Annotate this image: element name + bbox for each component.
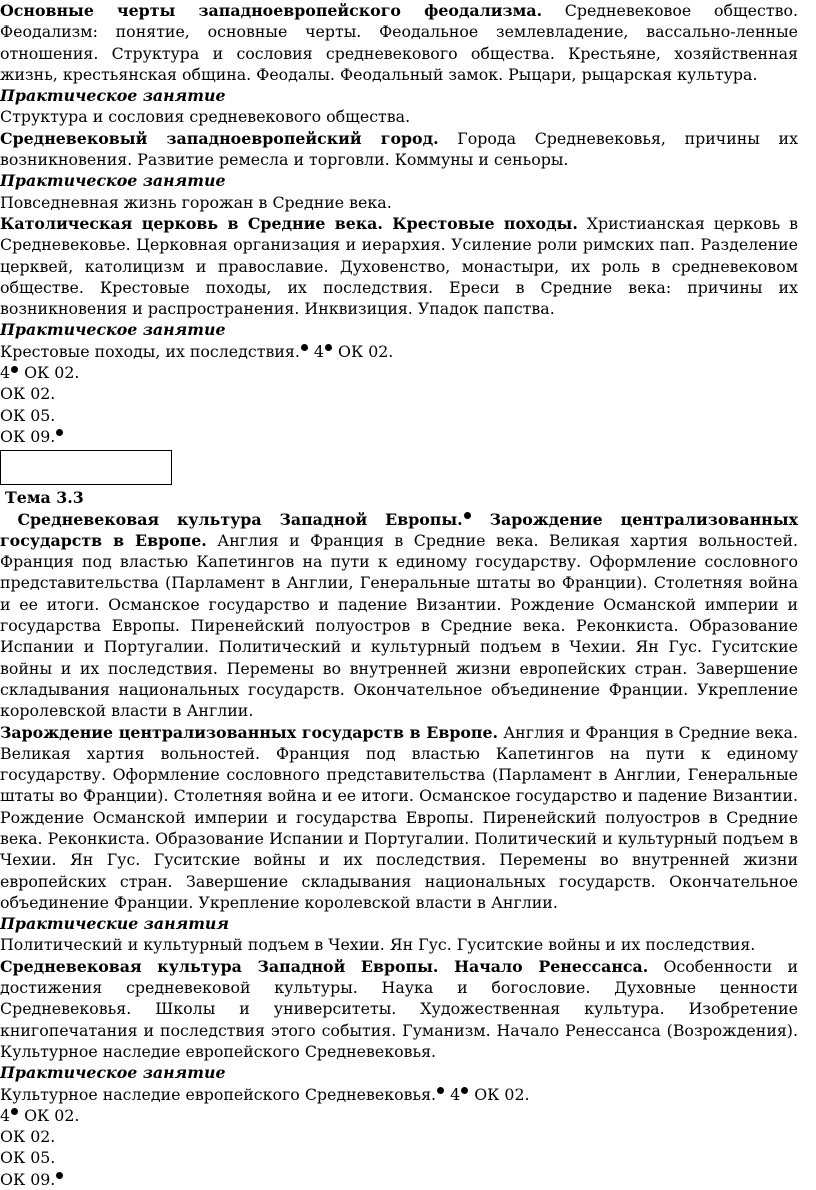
competency-line: 4 ОК 02. xyxy=(0,363,80,383)
section-catholic-church xyxy=(0,213,798,319)
section-text: Особенности и достижения средневековой культуры. Наука и богословие. Духовные ценности Средневековья. Школы и университеты. Художественная культура. Изобретение книгопечатания и последствия этого события. Гуманизм. Начало Ренессанса (Возрождения). Культурное наследие европейского Средневековья. xyxy=(0,956,798,1061)
section-feudalism xyxy=(0,0,798,85)
section-medieval-city xyxy=(0,128,798,171)
practice-label: Практические занятия xyxy=(0,914,229,934)
topic-subtitle: Зарождение централизованных государств в Европе. xyxy=(0,509,798,550)
practice-label: Практическое занятие xyxy=(0,171,226,191)
bullet-icon xyxy=(464,512,471,519)
competency-line: ОК 09. xyxy=(0,426,798,447)
practice-label: Практическое занятие xyxy=(0,86,226,106)
bullet-icon xyxy=(56,429,63,436)
bullet-icon xyxy=(11,366,18,373)
practice-text: Структура и сословия средневекового общества. xyxy=(0,107,411,127)
practice-text: Политический и культурный подъем в Чехии. Ян Гус. Гуситские войны и их последствия. xyxy=(0,935,756,955)
section-medieval-culture xyxy=(0,956,798,1062)
section-text: Англия и Франция в Средние века. Великая хартия вольностей. Франция под властью Капетингов на пути к единому государству. Оформление сословного представительства (Парламент в Англии, Генеральные штаты во Франции). Столетняя война и ее итоги. Османское государство и падение Византии. Рождение Османской империи и государства Европы. Пиренейский полуостров в Средние века. Реконкиста. Образование Испании и Португалии. Политический и культурный подъем в Чехии. Ян Гус. Гуситские войны и их последствия. Перемены во внутренней жизни европейских стран. Завершение складывания национальных государств. Окончательное объединение Франции. Укрепление королевской власти в Англии. xyxy=(0,530,799,721)
practice-text: Повседневная жизнь горожан в Средние века. xyxy=(0,192,392,212)
bullet-icon xyxy=(437,1087,444,1094)
topic-section xyxy=(0,509,798,722)
bullet-icon xyxy=(461,1087,468,1094)
topic-label: Тема 3.3 xyxy=(5,488,84,508)
topic-title: Средневековая культура Западной Европы. xyxy=(17,509,463,529)
competency-line: ОК 05. xyxy=(0,1148,56,1168)
bullet-icon xyxy=(301,344,308,351)
section-heading: Средневековый западноевропейский город. xyxy=(0,128,439,148)
practice-text: Крестовые походы, их последствия. 4 ОК 02. xyxy=(0,341,394,361)
empty-table-cell xyxy=(0,450,172,485)
section-text: Города Средневековья, причины их возникновения. Развитие ремесла и торговли. Коммуны и сеньоры. xyxy=(0,128,798,170)
practice-text: Культурное наследие европейского Средневековья. 4 ОК 02. xyxy=(0,1084,530,1104)
section-heading: Католическая церковь в Средние века. Крестовые походы. xyxy=(0,213,578,233)
competency-line: ОК 09. xyxy=(0,1169,798,1190)
bullet-icon xyxy=(325,344,332,351)
bullet-icon xyxy=(56,1172,63,1179)
competency-line: ОК 02. xyxy=(0,384,56,404)
section-heading: Основные черты западноевропейского феодализма. xyxy=(0,1,543,20)
competency-line: ОК 02. xyxy=(0,1127,56,1147)
section-text: Христианская церковь в Средневековье. Церковная организация и иерархия. Усиление роли римских пап. Разделение церквей, католицизм и православие. Духовенство, монастыри, их роль в средневековом обществе. Крестовые походы, их последствия. Ереси в Средние века: причины их возникновения и распространения. Инквизиция. Упадок папства. xyxy=(0,213,798,319)
practice-label: Практическое занятие xyxy=(0,320,226,340)
section-text: Средневековое общество. Феодализм: понятие, основные черты. Феодальное землевладение, вассально-ленные отношения. Структура и сословия средневекового общества. Крестьяне, хозяйственная жизнь, крестьянская община. Феодалы. Феодальный замок. Рыцари, рыцарская культура. xyxy=(0,1,799,84)
section-centralized-states xyxy=(0,722,798,914)
section-heading: Средневековая культура Западной Европы. Начало Ренессанса. xyxy=(0,956,649,976)
section-text: Англия и Франция в Средние века. Великая хартия вольностей. Франция под властью Капетингов на пути к единому государству. Оформление сословного представительства (Парламент в Англии, Генеральные штаты во Франции). Столетняя война и ее итоги. Османское государство и падение Византии. Рождение Османской империи и государства Европы. Пиренейский полуостров в Средние века. Реконкиста. Образование Испании и Португалии. Политический и культурный подъем в Чехии. Ян Гус. Гуситские войны и их последствия. Перемены во внутренней жизни европейских стран. Завершение складывания национальных государств. Окончательное объединение Франции. Укрепление королевской власти в Англии. xyxy=(0,722,798,912)
competency-line: 4 ОК 02. xyxy=(0,1105,80,1125)
section-heading: Зарождение централизованных государств в Европе. xyxy=(0,722,499,742)
competency-line: ОК 05. xyxy=(0,405,56,425)
practice-label: Практическое занятие xyxy=(0,1063,226,1083)
bullet-icon xyxy=(11,1108,18,1115)
